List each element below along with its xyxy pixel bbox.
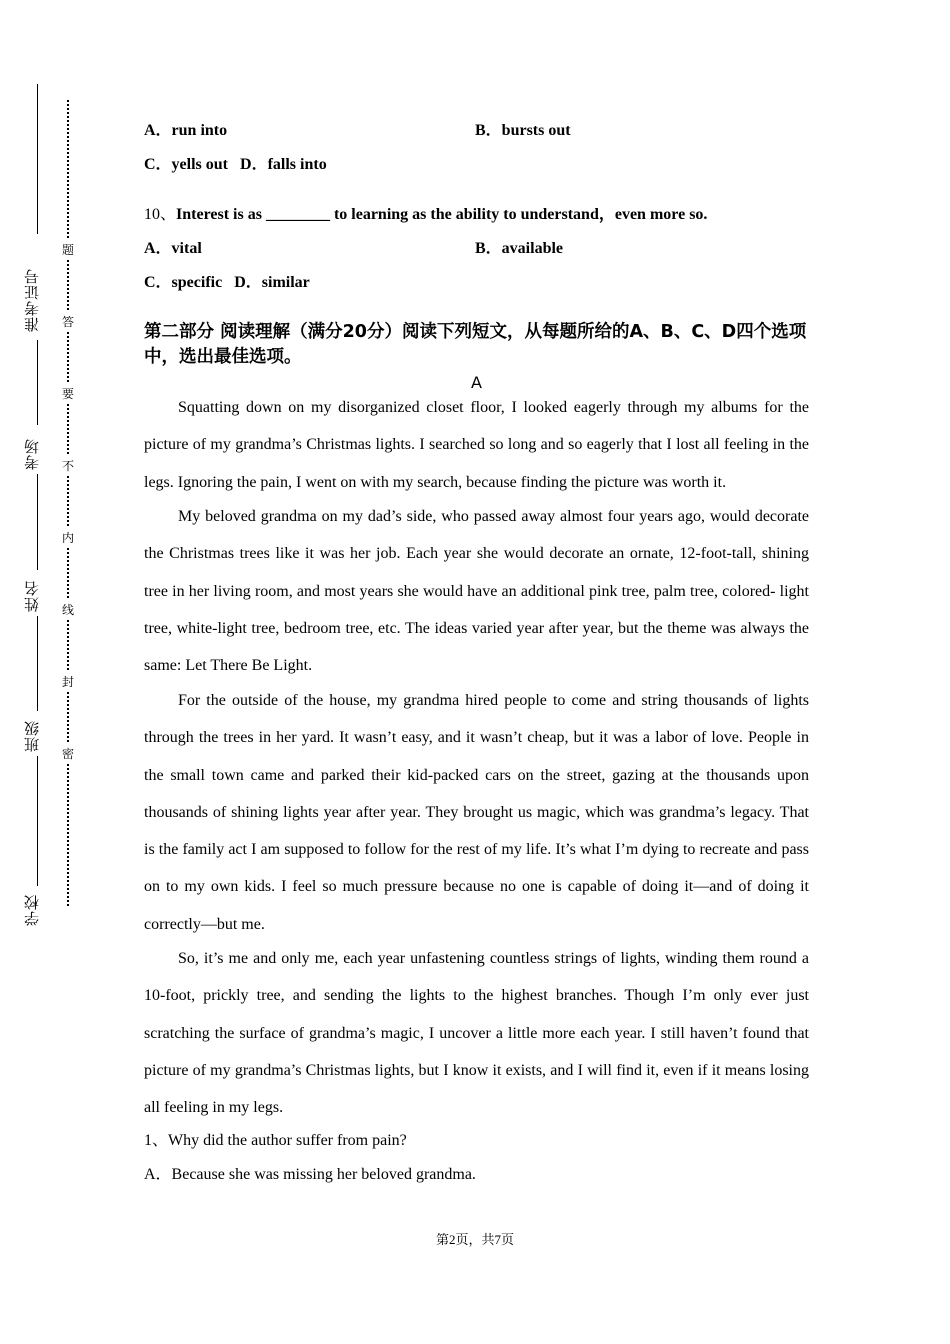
q10-stem — [144, 203, 707, 227]
q9-option-a: A．run into — [144, 122, 228, 139]
q1-stem: 1、Why did the author suffer from pain? — [144, 1132, 407, 1149]
q9-option-c: C．yells out — [144, 156, 229, 173]
seal-char: 内 — [58, 528, 78, 548]
seal-char: 要 — [58, 384, 78, 404]
binding-solid-line — [37, 84, 38, 234]
label-exam-number: 准考证号 — [23, 268, 41, 332]
seal-char: 答 — [58, 312, 78, 332]
binding-dotted-line — [67, 100, 69, 906]
q10-number: 10、 — [144, 206, 177, 223]
q9-option-d: D．falls into — [240, 156, 327, 173]
seal-char: 封 — [58, 672, 78, 692]
q10-options-row-2 — [144, 271, 310, 295]
q1-option-a: A．Because she was missing her beloved grandma. — [144, 1166, 476, 1183]
binding-solid-line — [37, 474, 38, 570]
q9-options-row-2 — [144, 153, 327, 177]
seal-char: 不 — [58, 456, 78, 476]
page-footer: 第2页，共7页 — [435, 1232, 514, 1247]
label-name: 姓名 — [23, 580, 41, 612]
binding-solid-line — [37, 340, 38, 425]
q10-option-b: B．available — [475, 240, 564, 257]
binding-margin — [0, 0, 90, 1344]
passage-paragraph-1: Squatting down on my disorganized closet floor, I looked eagerly through my albums for the picture of my grandma’s Christmas lights. I searched so long and so eagerly that I lost all feeling in the legs. Ignoring the pain, I went on with my search, because finding the picture was worth it. — [144, 399, 809, 491]
passage-paragraph-2: My beloved grandma on my dad’s side, who passed away almost four years ago, would decorate the Christmas trees like it was her job. Each year she would decorate an ornate, 12-foot-tall, shining tree in her living room, and most years she would have an additional pink tree, palm tree, colored- light tree, white-light tree, bedroom tree, etc. The ideas varied year after year, but the theme was always the same: Let There Be Light. — [144, 508, 809, 675]
q10-stem-text: Interest is as ________ to learning as the ability to understand，even more so. — [176, 206, 708, 223]
seal-char: 密 — [58, 744, 78, 764]
label-class: 班级 — [23, 720, 41, 752]
binding-solid-line — [37, 616, 38, 711]
passage-paragraph-4: So, it’s me and only me, each year unfastening countless strings of lights, winding them round a 10-foot, prickly tree, and sending the lights to the highest branches. Though I’m only ever just scratching the surface of grandma’s magic, I uncover a little more each year. I still haven’t found that picture of my grandma’s Christmas lights, but I know it exists, and I will find it, even if it means losing all feeling in my legs. — [144, 950, 809, 1117]
q10-option-a: A．vital — [144, 240, 202, 257]
seal-char: 线 — [58, 600, 78, 620]
q10-options-row-1 — [144, 237, 564, 261]
section-title: 第二部分 阅读理解（满分20分）阅读下列短文，从每题所给的A、B、C、D四个选项中，选出最佳选项。 — [144, 322, 807, 367]
q10-option-d: D．similar — [234, 274, 310, 291]
q9-options-row-1 — [144, 119, 571, 143]
passage-paragraph-3: For the outside of the house, my grandma hired people to come and string thousands of lights through the trees in her yard. It wasn’t easy, and it wasn’t cheap, but it was a labor of love. People in the small town came and parked their kid-packed cars on the street, gazing at the thousands upon thousands of shining lights year after year. They brought us magic, which was grandma’s legacy. That is the family act I am supposed to follow for the rest of my life. It’s what I’m dying to recreate and pass on to my own kids. I feel so much pressure because no one is capable of doing it—and of doing it correctly—but me. — [144, 692, 809, 933]
q10-option-c: C．specific — [144, 274, 223, 291]
binding-solid-line — [37, 756, 38, 886]
passage-letter: A — [471, 373, 482, 392]
q9-option-b: B．bursts out — [475, 122, 571, 139]
seal-char: 题 — [58, 240, 78, 260]
label-exam-room: 考场 — [23, 438, 41, 470]
label-school: 学校 — [23, 894, 41, 926]
